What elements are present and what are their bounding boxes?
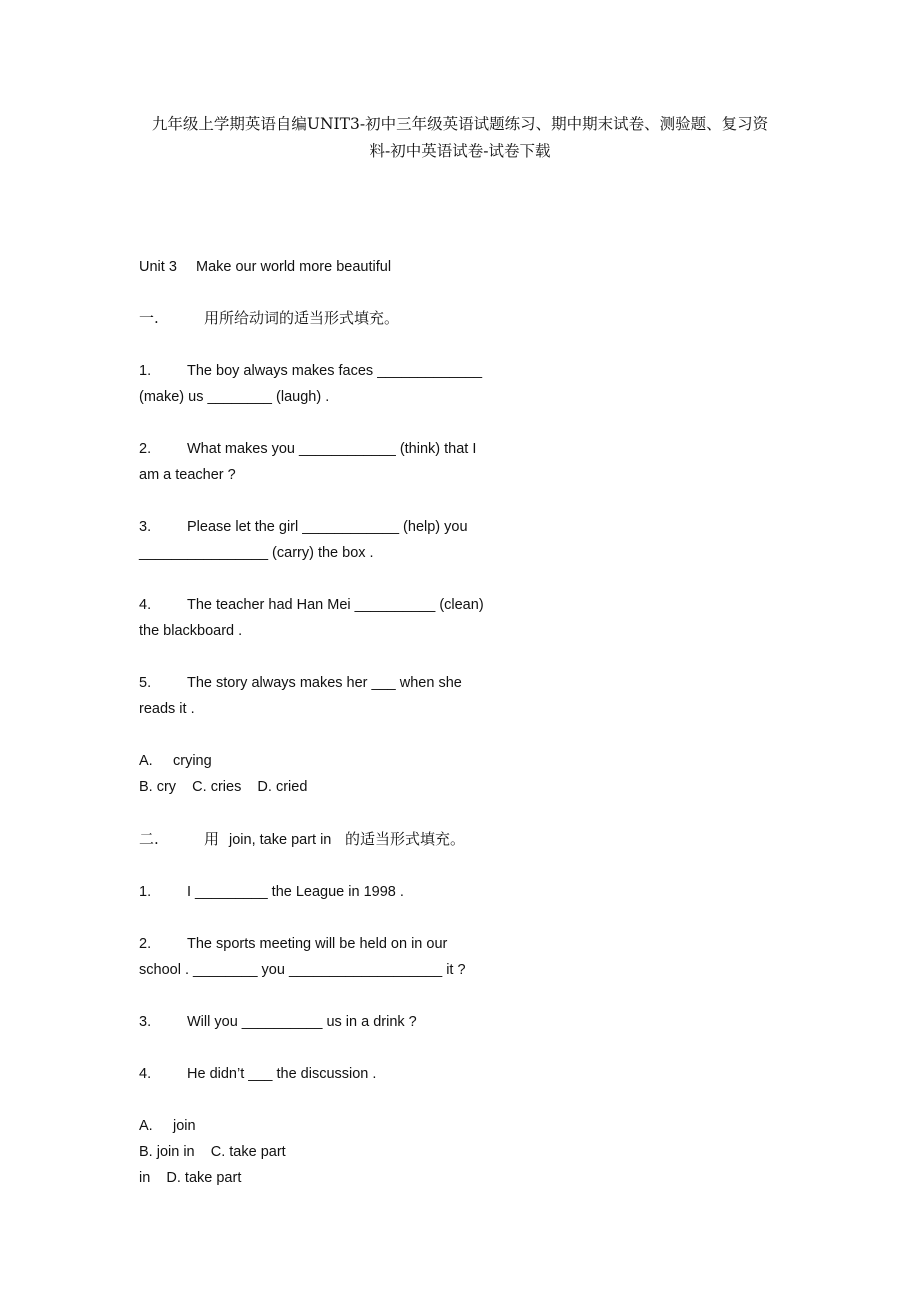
section-1-number: 一. (139, 309, 159, 327)
s1-q2-text-cont: am a teacher ? (139, 467, 236, 483)
s2-options-cd: in D. take part (139, 1170, 242, 1186)
s1-q5-text-cont: reads it . (139, 701, 195, 717)
s1-q1-number: 1. (139, 363, 152, 379)
s2-option-a-text: join (173, 1118, 196, 1134)
s2-q2-number: 2. (139, 936, 152, 952)
section-2-number: 二. (139, 830, 159, 848)
page-title-line-2: 料-初中英语试卷-试卷下载 (369, 142, 551, 160)
s2-options-bc: B. join in C. take part (139, 1144, 286, 1160)
section-1-instruction: 用所给动词的适当形式填充。 (204, 309, 400, 327)
s2-q1-text: I _________ the League in 1998 . (187, 884, 404, 900)
s1-q4-text: The teacher had Han Mei __________ (clean) (187, 597, 484, 613)
s1-option-a-text: crying (173, 753, 212, 769)
s1-q3-text: Please let the girl ____________ (help) you (187, 519, 468, 535)
s1-q2-number: 2. (139, 441, 152, 457)
s1-q4-number: 4. (139, 597, 152, 613)
section-2-instruction-words: join, take part in (229, 832, 332, 848)
s1-q1-text: The boy always makes faces _____________ (187, 363, 483, 379)
s1-q4-text-cont: the blackboard . (139, 623, 243, 639)
s1-options-bcd: B. cry C. cries D. cried (139, 779, 308, 795)
s1-q1-text-cont: (make) us ________ (laugh) . (139, 389, 330, 405)
s2-q3-text: Will you __________ us in a drink ? (187, 1014, 417, 1030)
page-title-line-1: 九年级上学期英语自编UNIT3-初中三年级英语试题练习、期中期末试卷、测验题、复习资 (151, 115, 769, 133)
s2-q2-text-cont: school . ________ you ___________________ it ? (139, 962, 466, 978)
s2-q2-text: The sports meeting will be held on in our (187, 936, 448, 952)
section-2-instruction-pre: 用 (204, 830, 220, 848)
s1-q3-text-cont: ________________ (carry) the box . (139, 545, 374, 561)
s2-q4-number: 4. (139, 1066, 152, 1082)
unit-label: Unit 3 (139, 259, 177, 275)
s2-q1-number: 1. (139, 884, 152, 900)
s2-option-a-label: A. (139, 1118, 153, 1134)
unit-topic: Make our world more beautiful (196, 259, 392, 275)
s1-q5-text: The story always makes her ___ when she (187, 675, 462, 691)
s2-q3-number: 3. (139, 1014, 152, 1030)
section-2-instruction-post: 的适当形式填充。 (345, 830, 466, 848)
s1-q5-number: 5. (139, 675, 152, 691)
s1-q2-text: What makes you ____________ (think) that I (187, 441, 477, 457)
s1-q3-number: 3. (139, 519, 152, 535)
s1-option-a-label: A. (139, 753, 153, 769)
s2-q4-text: He didn’t ___ the discussion . (187, 1066, 377, 1082)
